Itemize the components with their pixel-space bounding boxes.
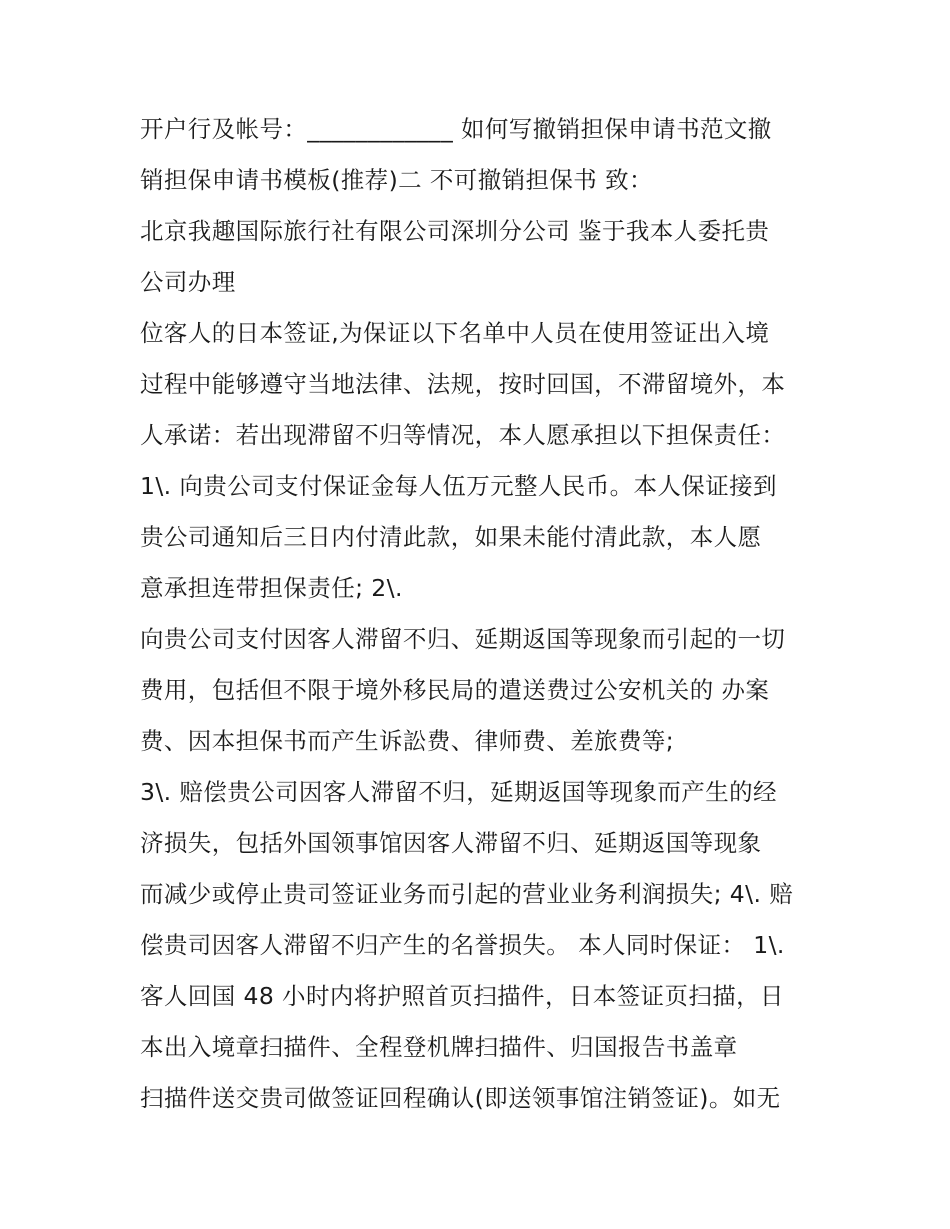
- text-line: 本出入境章扫描件、全程登机牌扫描件、归国报告书盖章: [140, 1033, 738, 1061]
- text-line: 过程中能够遵守当地法律、法规，按时回国，不滞留境外，本: [140, 370, 786, 398]
- text-line: 公司办理: [140, 268, 236, 296]
- text-line: 销担保申请书模板(推荐)二 不可撤销担保书 致：: [140, 166, 653, 194]
- text-line: 位客人的日本签证,为保证以下名单中人员在使用签证出入境: [140, 319, 770, 347]
- text-line: 偿贵司因客人滞留不归产生的名誉损失。 本人同时保证： 1\.: [140, 931, 785, 959]
- text-line: 意承担连带担保责任; 2\.: [140, 574, 403, 602]
- text-line: 人承诺：若出现滞留不归等情况，本人愿承担以下担保责任：: [140, 421, 786, 449]
- document-body: [140, 104, 820, 1124]
- text-line: 向贵公司支付因客人滞留不归、延期返国等现象而引起的一切: [140, 625, 786, 653]
- text-line: 3\. 赔偿贵公司因客人滞留不归，延期返国等现象而产生的经: [140, 778, 777, 806]
- text-line: 贵公司通知后三日内付清此款，如果未能付清此款，本人愿: [140, 523, 762, 551]
- text-line: 开户行及帐号：____________ 如何写撤销担保申请书范文撤: [140, 115, 772, 143]
- text-line: 客人回国 48 小时内将护照首页扫描件，日本签证页扫描，日: [140, 982, 784, 1010]
- text-line: 北京我趣国际旅行社有限公司深圳分公司 鉴于我本人委托贵: [140, 217, 770, 245]
- text-line: 费用，包括但不限于境外移民局的遣送费过公安机关的 办案: [140, 676, 770, 704]
- text-line: 济损失，包括外国领事馆因客人滞留不归、延期返国等现象: [140, 829, 762, 857]
- text-line: 1\. 向贵公司支付保证金每人伍万元整人民币。本人保证接到: [140, 472, 777, 500]
- text-line: 费、因本担保书而产生诉訟费、律师费、差旅费等;: [140, 727, 675, 755]
- text-line: 扫描件送交贵司做签证回程确认(即送领事馆注销签证)。如无: [140, 1084, 781, 1112]
- text-line: 而减少或停止贵司签证业务而引起的营业业务利润损失; 4\. 赔: [140, 880, 794, 908]
